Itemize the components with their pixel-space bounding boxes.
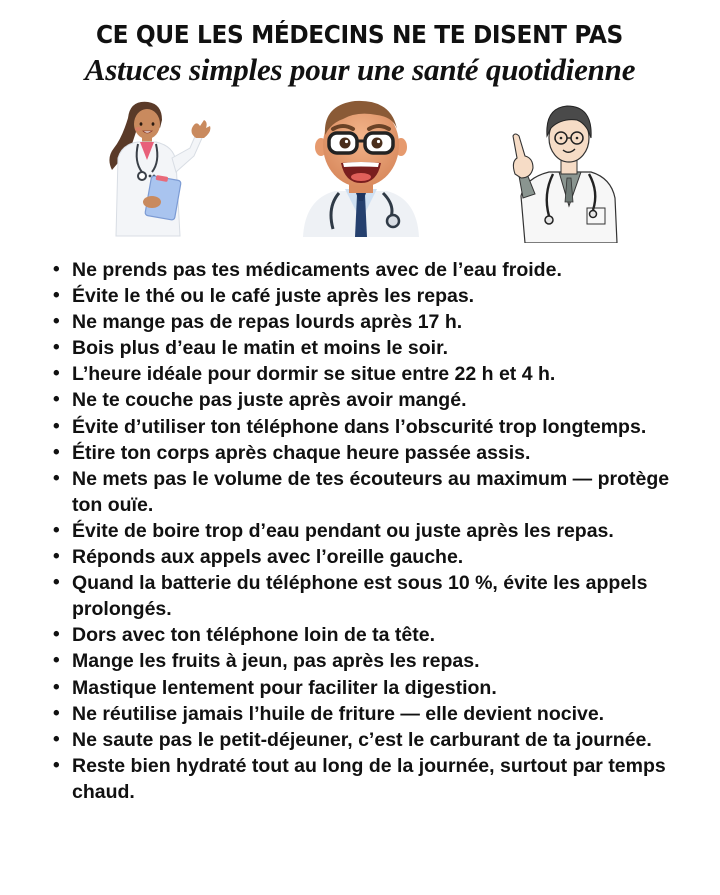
tip-item bbox=[50, 727, 700, 753]
bullet-icon: • bbox=[53, 285, 60, 307]
tip-item bbox=[50, 335, 700, 361]
tip-text: Ne te couche pas juste après avoir mangé. bbox=[72, 389, 467, 412]
tip-text: Étire ton corps après chaque heure passée assis. bbox=[72, 441, 531, 464]
tip-item bbox=[50, 309, 700, 335]
bullet-icon: • bbox=[53, 389, 60, 411]
tip-text: Ne mets pas le volume de tes écouteurs au maximum — protège ton ouïe. bbox=[72, 467, 670, 516]
tip-item bbox=[50, 648, 700, 674]
tip-item bbox=[50, 675, 700, 701]
male-doctor-pointing-icon bbox=[505, 98, 623, 243]
tip-text: Évite d’utiliser ton téléphone dans l’obscurité trop longtemps. bbox=[72, 415, 647, 438]
tip-item bbox=[50, 753, 700, 805]
bullet-icon: • bbox=[53, 702, 60, 724]
bullet-icon: • bbox=[53, 650, 60, 672]
female-doctor-illustration bbox=[100, 98, 218, 238]
bullet-icon: • bbox=[53, 415, 60, 437]
tip-item bbox=[50, 257, 700, 283]
male-doctor-3d-illustration bbox=[295, 95, 427, 237]
bullet-icon: • bbox=[53, 519, 60, 541]
bullet-icon: • bbox=[53, 676, 60, 698]
bullet-icon: • bbox=[53, 572, 60, 594]
health-tips-list bbox=[50, 257, 700, 805]
tip-text: Ne mange pas de repas lourds après 17 h. bbox=[72, 311, 463, 334]
tip-item bbox=[50, 440, 700, 466]
tip-item bbox=[50, 622, 700, 648]
bullet-icon: • bbox=[53, 624, 60, 646]
male-doctor-pointing-illustration bbox=[505, 98, 623, 243]
bullet-icon: • bbox=[53, 363, 60, 385]
tip-text: Ne saute pas le petit-déjeuner, c’est le carburant de ta journée. bbox=[72, 728, 652, 751]
bullet-icon: • bbox=[53, 441, 60, 463]
tip-item bbox=[50, 283, 700, 309]
tip-item bbox=[50, 361, 700, 387]
tip-item bbox=[50, 544, 700, 570]
tip-text: Reste bien hydraté tout au long de la journée, surtout par temps chaud. bbox=[72, 754, 666, 803]
tip-item bbox=[50, 387, 700, 413]
page-subtitle: Astuces simples pour une santé quotidienne bbox=[84, 52, 636, 87]
tip-text: Évite de boire trop d’eau pendant ou juste après les repas. bbox=[72, 519, 614, 542]
tip-item bbox=[50, 414, 700, 440]
tip-text: Ne prends pas tes médicaments avec de l’eau froide. bbox=[72, 259, 562, 281]
tip-text: Mange les fruits à jeun, pas après les repas. bbox=[72, 650, 480, 673]
bullet-icon: • bbox=[53, 337, 60, 359]
tip-text: Réponds aux appels avec l’oreille gauche. bbox=[72, 546, 464, 569]
tip-text: Mastique lentement pour faciliter la digestion. bbox=[72, 676, 497, 699]
bullet-icon: • bbox=[53, 546, 60, 568]
page-title: CE QUE LES MÉDECINS NE TE DISENT PAS bbox=[95, 20, 623, 49]
bullet-icon: • bbox=[53, 467, 60, 489]
bullet-icon: • bbox=[53, 728, 60, 750]
tip-item bbox=[50, 570, 700, 622]
tip-text: L’heure idéale pour dormir se situe entre 22 h et 4 h. bbox=[72, 363, 556, 386]
tip-item bbox=[50, 701, 700, 727]
tip-text: Quand la batterie du téléphone est sous 10 %, évite les appels prolongés. bbox=[72, 572, 648, 621]
tip-text: Dors avec ton téléphone loin de ta tête. bbox=[72, 624, 435, 647]
tip-text: Ne réutilise jamais l’huile de friture — elle devient nocive. bbox=[72, 702, 605, 725]
bullet-icon: • bbox=[53, 259, 60, 280]
tip-item bbox=[50, 518, 700, 544]
male-doctor-3d-icon bbox=[295, 95, 427, 237]
tip-text: Évite le thé ou le café juste après les repas. bbox=[72, 285, 475, 308]
tip-text: Bois plus d’eau le matin et moins le soir. bbox=[72, 337, 449, 360]
female-doctor-icon bbox=[100, 98, 218, 238]
bullet-icon: • bbox=[53, 754, 60, 776]
tip-item bbox=[50, 466, 700, 518]
bullet-icon: • bbox=[53, 311, 60, 333]
